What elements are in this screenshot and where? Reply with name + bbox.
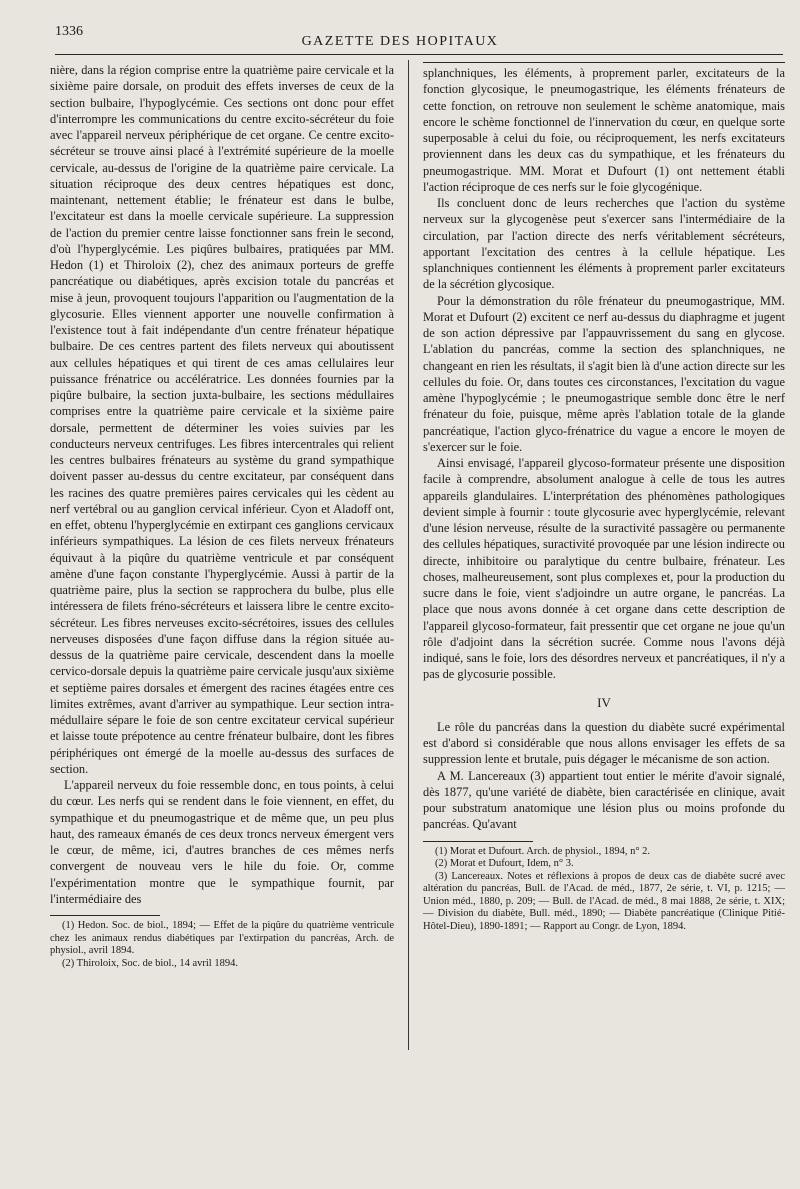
body-paragraph: Le rôle du pancréas dans la question du diabète sucré expérimental est d'abord si considérable que nous allons envisager les effets de sa suppression lente et brutale, puis dégager le mécanisme de son action. xyxy=(423,719,785,767)
footnote: (2) Morat et Dufourt, Idem, n° 3. xyxy=(435,858,574,869)
left-footnotes xyxy=(50,920,394,970)
body-paragraph: L'appareil nerveux du foie ressemble donc, en tous points, à celui du cœur. Les nerfs qui se rendent dans le foie viennent, en effet, du sympathique et du pneumogastrique et de même que, un peu plus haut, des rameaux émanés de ces deux troncs nerveux émergent vers le cœur, de même, ici, d'autres branches de ces mêmes nerfs convergent de nouveau vers le hile du foie. Or, comme l'expérimentation montre que le sympathique fournit, par l'intermédiaire des xyxy=(50,778,394,906)
body-paragraph: A M. Lancereaux (3) appartient tout entier le mérite d'avoir signalé, dès 1877, qu'une variété de diabète, bien caractérisée en clinique, avait pour substratum anatomique une lésion plus ou moins profonde du pancréas. Qu'avant xyxy=(423,768,785,832)
footnote: (3) Lancereaux. Notes et réflexions à propos de deux cas de diabète sucré avec altération du pancréas, Bull. de l'Acad. de méd., 1877, 2e série, t. VI, p. 1215; — Union méd., 1880, p. 209; — Bull. de l'Acad. de méd., 8 mai 1888, 2e série, t. XIX; — Division du diabète, Bull. méd., 1890; — Diabète pancréatique (Clinique Pitié-Hôtel-Dieu), 1890-1891; — Rapport au Congr. de Lyon, 1894. xyxy=(423,870,785,932)
footnote: (2) Thiroloix, Soc. de biol., 14 avril 1894. xyxy=(62,957,238,969)
column-divider xyxy=(408,60,409,1050)
journal-title: GAZETTE DES HOPITAUX xyxy=(301,34,499,49)
body-paragraph: Ils concluent donc de leurs recherches que l'action du système nerveux sur la glycogenèse peut s'exercer sans l'intermédiaire de la circulation, par l'action directe des nerfs véritablement sécréteurs, apportant l'excitation des centres à la cellule hépatique. Les splanchniques contiennent les éléments à proprement parler excitateurs de la sécrétion glycosique. xyxy=(423,196,785,292)
column-top-rule xyxy=(423,62,785,63)
body-paragraph: nière, dans la région comprise entre la quatrième paire cervicale et la sixième paire dorsale, on produit des effets inverses de ceux de la section bulbaire, l'hypoglycémie. Ces sections ont donc pour effet d'interrompre les communications du centre excito-sécréteur du foie avec l'appareil nerveux périphérique de cet organe. Ce centre excito-sécréteur se trouve ainsi placé à l'extrémité supérieure de la moelle cervicale, au-dessus de l'origine de la quatrième paire cervicale. La situation réciproque des deux centres hépatiques est donc, maintenant, nettement établie; le frénateur est dans le bulbe, l'excitateur est dans la moelle cervicale supérieure. La suppression de l'action du premier centre laisse fonctionner sans frein le second, d'où l'hyperglycémie. Les piqûres bulbaires, pratiquées par MM. Hedon (1) et Thiroloix (2), chez des animaux porteurs de greffe pancréatique ou diabétiques, après excision totale du pancréas et mise à jeun, provoquent toujours l'apparition ou l'augmentation de la glycosurie. Elles viennent apporter une nouvelle confirmation à l'existence tout à fait indépendante d'un centre frénateur hépatique bulbaire. De ces centres partent des filets nerveux qui aboutissent aux cellules hépatiques et qui tirent de ces amas cellulaires leur puissance frénatrice ou accélératrice. Les données fournies par la piqûre bulbaire, la section juxta-bulbaire, les sections médullaires comprises entre la quatrième paire cervicale et la sixième paire dorsale, permettent de déterminer les voies suivies par les conducteurs nerveux centrifuges. Les fibres intercentrales qui relient les centres bulbaires frénateurs au système du grand sympathique doivent passer au-dessus du centre excitateur, par conséquent dans les racines des quatre premières paires cervicales qui les cèdent au nerf vertébral ou au ganglion cervical inférieur. Cyon et Aladoff ont, en effet, obtenu l'hyperglycémie en extirpant ces ganglions cervicaux inférieurs sympathiques. La lésion de ces filets nerveux frénateurs équivaut à la piqûre du quatrième ventricule et par conséquent amène d'une façon constante l'hyperglycémie. Aussi à partir de la quatrième paire, plus la section se rapprochera du bulbe, plus elle intéressera de filets fréno-sécréteurs et laissera libre le centre excito-sécréteur. Les fibres nerveuses excito-sécrétoires, issues des cellules nerveuses disposées d'une façon diffuse dans la région située au-dessus de la quatrième paire cervicale, descendent dans la moelle cervico-dorsale depuis la quatrième paire cervicale jusqu'aux sixième et septième paires dorsales et émergent des racines étagées entre ces limites extrêmes, avant d'arriver au sympathique. Leur section intra-médullaire sépare le foie de son centre excitateur cervical supérieur et laisse toute prépotence au centre frénateur bulbaire, dont les fibres périphériques ont émergé de la moelle au-dessus des surfaces de section. xyxy=(50,63,394,776)
footnote: (1) Morat et Dufourt. Arch. de physiol., 1894, n° 2. xyxy=(435,845,651,857)
right-column xyxy=(423,62,785,933)
left-column xyxy=(50,62,394,970)
section-heading: IV xyxy=(597,694,611,710)
page-number: 1336 xyxy=(55,24,83,39)
right-footnotes xyxy=(423,846,785,934)
footnote-rule xyxy=(50,915,160,916)
body-paragraph: Ainsi envisagé, l'appareil glycoso-formateur présente une disposition facile à comprendre, absolument analogue à celle de tous les autres appareils glandulaires. L'interprétation des phénomènes pathologiques devient simple à fournir : toute glycosurie avec hyperglycémie, relevant d'une lésion nerveuse, résulte de la suractivité passagère ou permanente des cellules hépatiques, suractivité provoquée par une lésion indirecte ou directe, inhibitoire ou paralytique du centre bulbaire, frénateur. Les choses, malheureusement, sont plus complexes et, pour la production du sucre dans le foie, vient s'adjoindre un autre organe, le pancréas. La place que nous avons donnée à cet organe dans cette description de l'appareil glycoso-formateur, fait pressentir que cet organe ne joue qu'un rôle d'adjoint dans la sécrétion sucrée. Comme nous l'avons déjà indiqué, sans le foie, lors des désordres nerveux et pancréatiques, il n'y a pas de glycosurie possible. xyxy=(423,456,785,682)
body-paragraph: Pour la démonstration du rôle frénateur du pneumogastrique, MM. Morat et Dufourt (2) excitent ce nerf au-dessus du diaphragme et jugent de son action dépressive par l'appauvrissement du sang en glycose. L'ablation du pancréas, comme la section des splanchniques, ne changeant en rien les résultats, il s'agit bien là d'une action directe sur les cellules du foie. Or, dans toutes ces circonstances, l'excitation du vague amène l'hypoglycémie ; le pneumogastrique semble donc être le nerf frénateur du foie, puisque, même après l'ablation totale de la glande pancréatique, l'action glyco-frénatrice du vague a encore le moyen de s'exercer sur le foie. xyxy=(423,293,785,454)
body-paragraph: splanchniques, les éléments, à proprement parler, excitateurs de la fonction glycosique, le pneumogastrique, les éléments frénateurs de cette fonction, on retrouve non seulement le schème anatomique, mais encore le schème fonctionnel de l'innervation du cœur, en quelque sorte superposable à celui du foie, ou réciproquement, les nerfs excitateurs proviennent dans les deux cas du sympathique, et les frénateurs du pneumogastrique. MM. Morat et Dufourt (1) ont nettement établi l'action réciproque de ces nerfs sur le foie glycogénique. xyxy=(423,66,785,194)
footnote-rule xyxy=(423,841,533,842)
header-rule xyxy=(55,54,783,55)
page-header xyxy=(0,0,800,56)
footnote: (1) Hedon. Soc. de biol., 1894; — Effet de la piqûre du quatrième ventricule chez les animaux rendus diabétiques par l'extirpation du pancréas, Arch. de physiol., avril 1894. xyxy=(50,920,394,956)
